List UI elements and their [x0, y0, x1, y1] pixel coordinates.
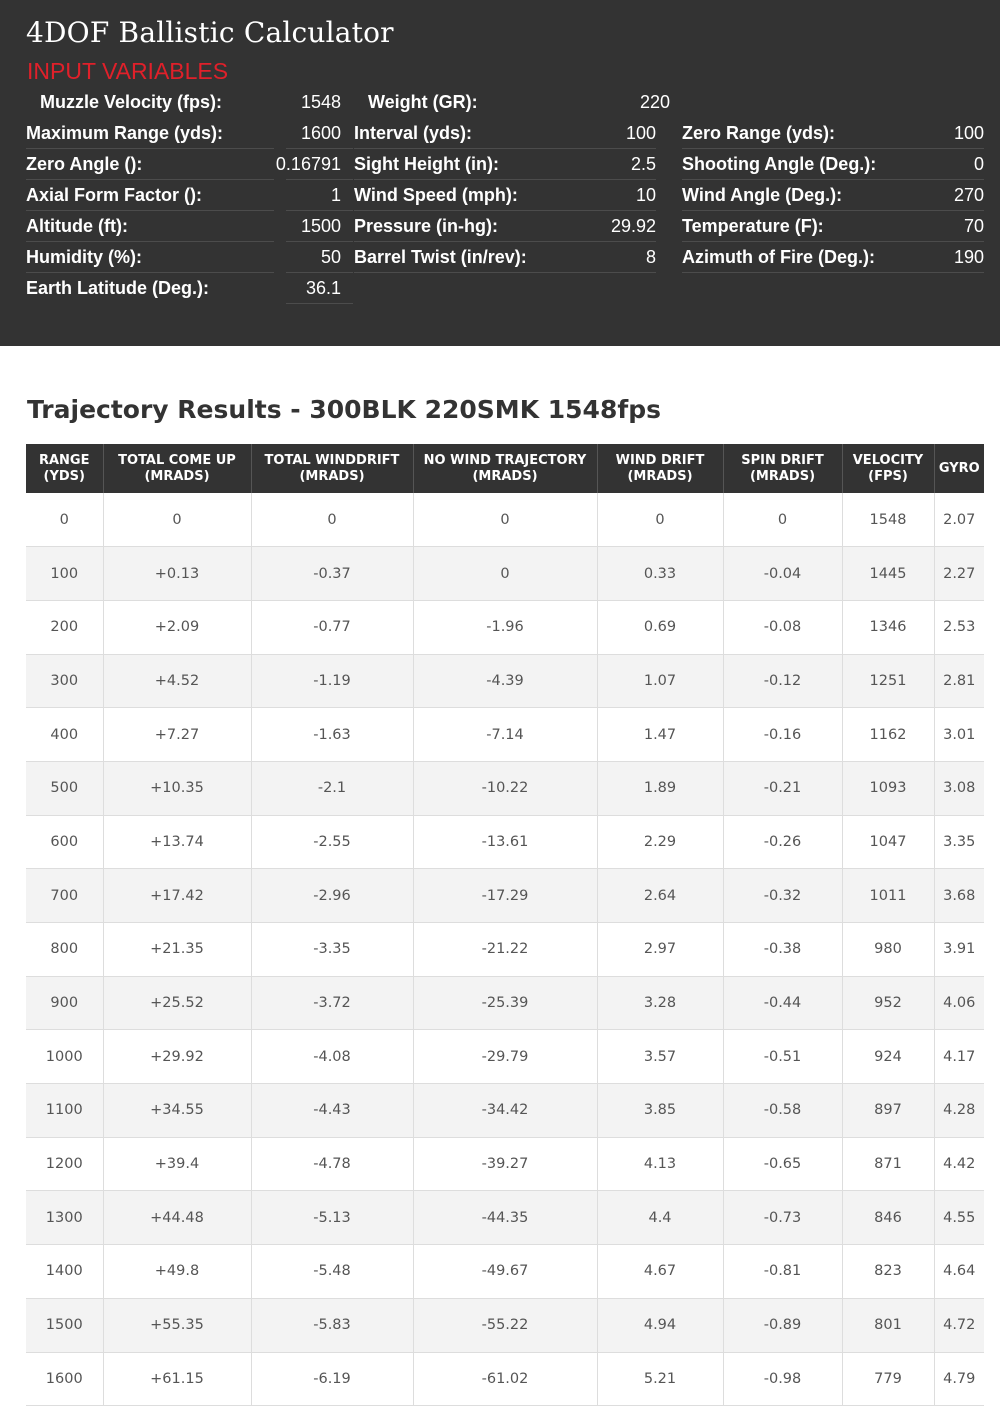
- table-cell: -0.38: [723, 923, 842, 977]
- table-cell: 3.68: [934, 869, 984, 923]
- column-header-title: VELOCITY: [852, 452, 924, 468]
- app-title: 4DOF Ballistic Calculator: [26, 16, 394, 49]
- table-cell: +21.35: [103, 923, 251, 977]
- input-variable-value: 50: [320, 247, 341, 267]
- table-cell: -34.42: [413, 1084, 597, 1138]
- input-variable-label: Muzzle Velocity (fps):: [40, 92, 223, 112]
- table-cell: 897: [842, 1084, 934, 1138]
- table-cell: -0.58: [723, 1084, 842, 1138]
- table-cell: 1.89: [597, 761, 723, 815]
- input-variable-value: 70: [963, 216, 984, 236]
- table-cell: 1011: [842, 869, 934, 923]
- table-cell: 900: [26, 976, 103, 1030]
- column-header-title: RANGE: [38, 452, 90, 468]
- table-cell: +17.42: [103, 869, 251, 923]
- table-cell: -3.35: [251, 923, 413, 977]
- table-cell: 300: [26, 654, 103, 708]
- table-row: [26, 708, 984, 762]
- table-cell: -4.43: [251, 1084, 413, 1138]
- table-cell: +4.52: [103, 654, 251, 708]
- input-variable-label: Pressure (in-hg):: [354, 216, 499, 236]
- input-variable-label: Zero Angle ():: [26, 154, 143, 174]
- table-cell: 952: [842, 976, 934, 1030]
- input-variable-label: Barrel Twist (in/rev):: [354, 247, 527, 267]
- table-row: [26, 1084, 984, 1138]
- column-header-unit: (MRADS): [749, 468, 816, 484]
- input-column-1: [26, 87, 341, 304]
- table-cell: +49.8: [103, 1245, 251, 1299]
- input-variable-value: 10: [635, 185, 656, 205]
- table-cell: -39.27: [413, 1137, 597, 1191]
- table-cell: 2.27: [934, 547, 984, 601]
- column-header-title: GYRO: [938, 460, 980, 476]
- table-cell: 0.33: [597, 547, 723, 601]
- column-header-unit: (MRADS): [144, 468, 210, 484]
- input-variable-row: [26, 242, 341, 273]
- table-cell: +39.4: [103, 1137, 251, 1191]
- table-cell: +29.92: [103, 1030, 251, 1084]
- table-cell: 823: [842, 1245, 934, 1299]
- column-header-title: NO WIND TRAJECTORY: [423, 452, 587, 468]
- table-cell: -4.39: [413, 654, 597, 708]
- input-variable-row: [26, 273, 341, 304]
- input-variable-value: 1600: [300, 123, 341, 143]
- table-row: [26, 1030, 984, 1084]
- column-header-unit: (FPS): [868, 468, 908, 484]
- table-cell: 1093: [842, 761, 934, 815]
- input-variable-row: [354, 180, 656, 211]
- table-cell: 4.06: [934, 976, 984, 1030]
- input-variable-label: Axial Form Factor ():: [26, 185, 203, 205]
- table-cell: 4.94: [597, 1298, 723, 1352]
- input-variable-label: Weight (GR):: [368, 92, 478, 112]
- table-cell: 3.08: [934, 761, 984, 815]
- table-cell: +55.35: [103, 1298, 251, 1352]
- table-cell: 1346: [842, 600, 934, 654]
- table-cell: 4.42: [934, 1137, 984, 1191]
- table-cell: 3.35: [934, 815, 984, 869]
- input-panel: [0, 0, 1000, 346]
- table-row: [26, 923, 984, 977]
- input-variable-row: [26, 87, 341, 118]
- table-cell: -29.79: [413, 1030, 597, 1084]
- table-cell: 2.07: [934, 493, 984, 547]
- column-header-unit: (MRADS): [299, 468, 365, 484]
- input-variable-row: [682, 118, 984, 149]
- table-cell: 1.07: [597, 654, 723, 708]
- table-cell: +0.13: [103, 547, 251, 601]
- table-cell: -7.14: [413, 708, 597, 762]
- table-row: [26, 1245, 984, 1299]
- input-variable-label: Zero Range (yds):: [682, 123, 836, 143]
- trajectory-table: [26, 444, 984, 1406]
- table-cell: -4.08: [251, 1030, 413, 1084]
- table-cell: -10.22: [413, 761, 597, 815]
- input-variable-label: Wind Speed (mph):: [354, 185, 518, 205]
- table-cell: -5.83: [251, 1298, 413, 1352]
- input-variable-label: Shooting Angle (Deg.):: [682, 154, 877, 174]
- table-cell: +25.52: [103, 976, 251, 1030]
- input-variable-label: Sight Height (in):: [354, 154, 499, 174]
- table-cell: -21.22: [413, 923, 597, 977]
- table-cell: 1500: [26, 1298, 103, 1352]
- table-cell: -0.04: [723, 547, 842, 601]
- table-cell: -49.67: [413, 1245, 597, 1299]
- table-cell: -4.78: [251, 1137, 413, 1191]
- table-cell: -1.19: [251, 654, 413, 708]
- table-cell: 779: [842, 1352, 934, 1406]
- table-cell: 1600: [26, 1352, 103, 1406]
- table-cell: -6.19: [251, 1352, 413, 1406]
- table-cell: 4.17: [934, 1030, 984, 1084]
- input-variable-label: Maximum Range (yds):: [26, 123, 224, 143]
- input-variable-row: [682, 180, 984, 211]
- input-variable-value: 2.5: [630, 154, 656, 174]
- column-header-title: TOTAL COME UP: [118, 452, 236, 468]
- input-variables-heading: INPUT VARIABLES: [27, 58, 229, 84]
- column-header: [26, 444, 103, 493]
- input-variable-value: 100: [953, 123, 984, 143]
- table-cell: -1.63: [251, 708, 413, 762]
- table-cell: -0.65: [723, 1137, 842, 1191]
- table-cell: -61.02: [413, 1352, 597, 1406]
- table-cell: 3.85: [597, 1084, 723, 1138]
- input-variable-row: [26, 211, 341, 242]
- table-cell: 0: [413, 493, 597, 547]
- table-cell: -0.98: [723, 1352, 842, 1406]
- table-cell: 3.28: [597, 976, 723, 1030]
- table-cell: 800: [26, 923, 103, 977]
- input-variable-label: Humidity (%):: [26, 247, 142, 267]
- table-cell: 924: [842, 1030, 934, 1084]
- table-cell: 0.69: [597, 600, 723, 654]
- table-cell: -0.32: [723, 869, 842, 923]
- table-cell: -0.08: [723, 600, 842, 654]
- column-header-title: TOTAL WINDDRIFT: [264, 452, 400, 468]
- table-body: [26, 493, 984, 1406]
- table-cell: 871: [842, 1137, 934, 1191]
- input-variable-value: 29.92: [610, 216, 656, 236]
- table-cell: -2.55: [251, 815, 413, 869]
- input-variable-row: [26, 149, 341, 180]
- input-variable-row: [354, 118, 656, 149]
- table-cell: 0: [251, 493, 413, 547]
- table-cell: 500: [26, 761, 103, 815]
- input-variable-value: 1548: [300, 92, 341, 112]
- table-cell: 0: [413, 547, 597, 601]
- table-cell: -2.96: [251, 869, 413, 923]
- column-header: [251, 444, 413, 493]
- table-cell: -0.81: [723, 1245, 842, 1299]
- table-cell: 2.29: [597, 815, 723, 869]
- table-header-row: [26, 444, 984, 493]
- table-cell: 400: [26, 708, 103, 762]
- table-cell: 0: [26, 493, 103, 547]
- column-header: [934, 444, 984, 493]
- column-header-unit: (MRADS): [627, 468, 693, 484]
- table-cell: 4.4: [597, 1191, 723, 1245]
- table-cell: +44.48: [103, 1191, 251, 1245]
- table-cell: -5.48: [251, 1245, 413, 1299]
- column-header-unit: (YDS): [43, 468, 85, 484]
- table-cell: -0.73: [723, 1191, 842, 1245]
- table-row: [26, 1191, 984, 1245]
- table-cell: 2.64: [597, 869, 723, 923]
- table-cell: 0: [597, 493, 723, 547]
- table-cell: -0.44: [723, 976, 842, 1030]
- input-variable-value: 100: [625, 123, 656, 143]
- input-variable-row: [682, 149, 984, 180]
- table-cell: +7.27: [103, 708, 251, 762]
- table-cell: +13.74: [103, 815, 251, 869]
- table-cell: -44.35: [413, 1191, 597, 1245]
- table-row: [26, 600, 984, 654]
- table-row: [26, 1298, 984, 1352]
- input-variable-row: [682, 242, 984, 273]
- table-row: [26, 547, 984, 601]
- results-title: Trajectory Results - 300BLK 220SMK 1548fps: [27, 395, 661, 424]
- table-cell: 1000: [26, 1030, 103, 1084]
- table-cell: 4.72: [934, 1298, 984, 1352]
- table-cell: 200: [26, 600, 103, 654]
- input-variable-row: [354, 242, 656, 273]
- input-variable-value: 0.16791: [275, 154, 341, 174]
- table-cell: 1200: [26, 1137, 103, 1191]
- table-cell: 846: [842, 1191, 934, 1245]
- table-cell: -5.13: [251, 1191, 413, 1245]
- table-cell: 2.53: [934, 600, 984, 654]
- table-row: [26, 761, 984, 815]
- table-cell: +10.35: [103, 761, 251, 815]
- table-cell: +34.55: [103, 1084, 251, 1138]
- input-variable-value: 220: [639, 92, 670, 112]
- table-cell: +2.09: [103, 600, 251, 654]
- table-cell: -0.89: [723, 1298, 842, 1352]
- input-column-3: [682, 87, 984, 273]
- table-cell: -1.96: [413, 600, 597, 654]
- table-cell: 1400: [26, 1245, 103, 1299]
- input-variable-row: [354, 87, 670, 118]
- input-variable-label: Interval (yds):: [354, 123, 473, 143]
- table-cell: 1100: [26, 1084, 103, 1138]
- column-header: [103, 444, 251, 493]
- table-cell: 1548: [842, 493, 934, 547]
- table-cell: -0.21: [723, 761, 842, 815]
- input-variable-label: Azimuth of Fire (Deg.):: [682, 247, 875, 267]
- table-row: [26, 815, 984, 869]
- table-cell: -13.61: [413, 815, 597, 869]
- input-variable-value: 1500: [300, 216, 341, 236]
- column-header: [597, 444, 723, 493]
- table-cell: -2.1: [251, 761, 413, 815]
- table-cell: 801: [842, 1298, 934, 1352]
- table-cell: 980: [842, 923, 934, 977]
- table-row: [26, 869, 984, 923]
- table-cell: 3.91: [934, 923, 984, 977]
- table-cell: 2.97: [597, 923, 723, 977]
- column-header: [842, 444, 934, 493]
- input-variable-value: 8: [645, 247, 656, 267]
- table-row: [26, 654, 984, 708]
- input-column-2: [354, 87, 670, 273]
- table-cell: -0.51: [723, 1030, 842, 1084]
- input-variable-value: 270: [953, 185, 984, 205]
- table-cell: 5.21: [597, 1352, 723, 1406]
- table-cell: 0: [103, 493, 251, 547]
- table-cell: -0.26: [723, 815, 842, 869]
- table-cell: -0.16: [723, 708, 842, 762]
- column-header-title: WIND DRIFT: [615, 452, 705, 468]
- table-cell: 4.67: [597, 1245, 723, 1299]
- input-variable-label: Earth Latitude (Deg.):: [26, 278, 209, 298]
- input-variable-row: [682, 211, 984, 242]
- table-cell: 4.64: [934, 1245, 984, 1299]
- column-header: [413, 444, 597, 493]
- input-variable-row: [26, 180, 341, 211]
- table-cell: 700: [26, 869, 103, 923]
- input-variable-value: 0: [973, 154, 984, 174]
- input-variable-value: 36.1: [305, 278, 341, 298]
- table-row: [26, 976, 984, 1030]
- table-cell: -17.29: [413, 869, 597, 923]
- table-cell: -3.72: [251, 976, 413, 1030]
- table-cell: 1300: [26, 1191, 103, 1245]
- input-variable-row: [354, 211, 656, 242]
- input-variable-value: 1: [330, 185, 341, 205]
- input-variable-row: [354, 149, 656, 180]
- table-cell: -0.37: [251, 547, 413, 601]
- table-cell: 100: [26, 547, 103, 601]
- table-row: [26, 1352, 984, 1406]
- table-cell: -0.12: [723, 654, 842, 708]
- input-variable-label: Altitude (ft):: [26, 216, 128, 236]
- table-cell: 1162: [842, 708, 934, 762]
- column-header-title: SPIN DRIFT: [741, 452, 824, 468]
- table-cell: 600: [26, 815, 103, 869]
- table-cell: -55.22: [413, 1298, 597, 1352]
- table-cell: 1445: [842, 547, 934, 601]
- table-cell: 4.55: [934, 1191, 984, 1245]
- table-cell: +61.15: [103, 1352, 251, 1406]
- table-cell: 4.79: [934, 1352, 984, 1406]
- table-cell: 3.57: [597, 1030, 723, 1084]
- table-cell: 3.01: [934, 708, 984, 762]
- input-variable-row: [26, 118, 341, 149]
- column-header-unit: (MRADS): [472, 468, 538, 484]
- table-cell: 4.13: [597, 1137, 723, 1191]
- table-row: [26, 1137, 984, 1191]
- table-cell: -0.77: [251, 600, 413, 654]
- table-cell: -25.39: [413, 976, 597, 1030]
- table-cell: 1047: [842, 815, 934, 869]
- input-variable-label: Wind Angle (Deg.):: [682, 185, 843, 205]
- table-cell: 1.47: [597, 708, 723, 762]
- column-header: [723, 444, 842, 493]
- table-cell: 0: [723, 493, 842, 547]
- input-variable-value: 190: [953, 247, 984, 267]
- table-row: [26, 493, 984, 547]
- table-cell: 4.28: [934, 1084, 984, 1138]
- input-variable-label: Temperature (F):: [682, 216, 824, 236]
- table-cell: 1251: [842, 654, 934, 708]
- table-cell: 2.81: [934, 654, 984, 708]
